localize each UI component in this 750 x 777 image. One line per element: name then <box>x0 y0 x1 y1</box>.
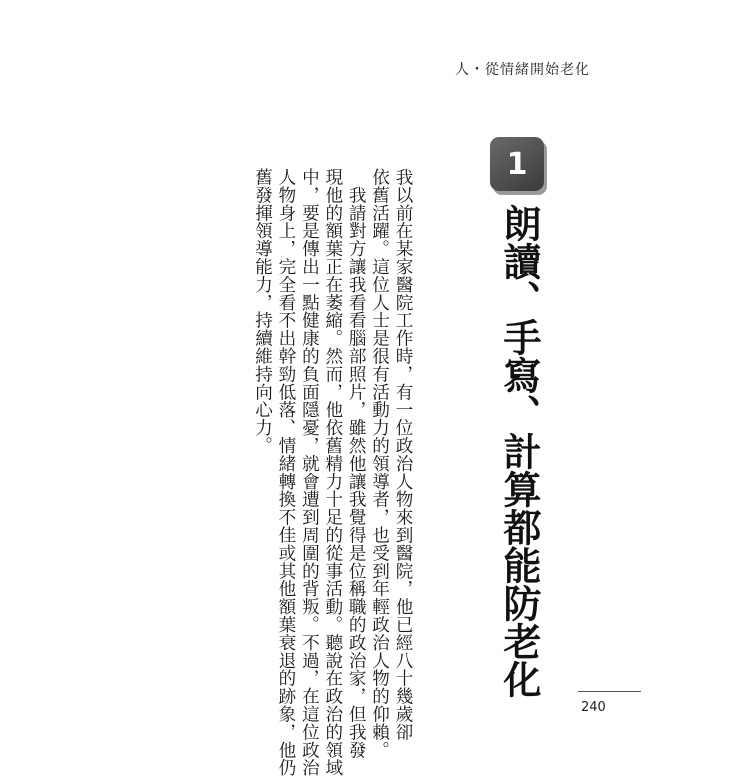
body-text <box>224 168 414 777</box>
body-column: 人物身上，完全看不出幹勁低落、情緒轉換不佳或其他額葉衰退的跡象，他仍 <box>275 168 296 777</box>
chapter-title: 朗讀、手寫、計算都能防老化 <box>497 204 541 698</box>
body-column: 現他的額葉正在萎縮。然而，他依舊精力十足的從事活動。聽說在政治的領域 <box>322 168 343 777</box>
body-column: 中，要是傳出一點健康的負面隱憂，就會遭到周圍的背叛。不過，在這位政治 <box>299 168 320 777</box>
page-number-rule <box>578 691 641 692</box>
body-column: 依舊活躍。這位人士是很有活動力的領導者，也受到年輕政治人物的仰賴。 <box>369 168 390 759</box>
body-column: 我以前在某家醫院工作時，有一位政治人物來到醫院，他已經八十幾歲卻 <box>393 168 413 741</box>
chapter-number-badge: 1 <box>490 137 544 191</box>
body-column: 舊發揮領導能力，持續維持向心力。 <box>252 168 273 455</box>
body-column: 我請對方讓我看看腦部照片，雖然他讓我覺得是位稱職的政治家，但我發 <box>346 168 367 759</box>
running-head: 人・從情緒開始老化 <box>455 62 590 78</box>
page-number: 240 <box>581 700 606 715</box>
